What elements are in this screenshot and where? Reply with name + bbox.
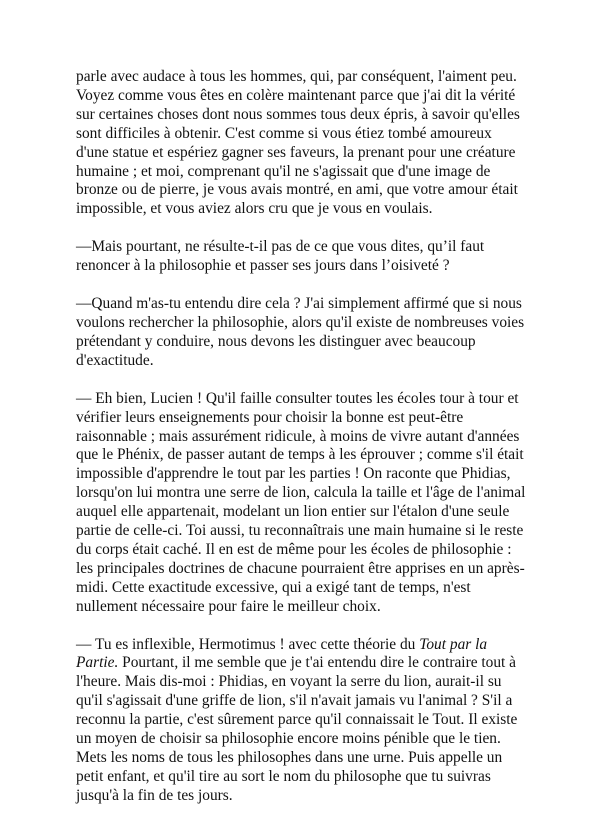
paragraph: parle avec audace à tous les hommes, qui, par conséquent, l'aiment peu. Voyez comme vous êtes en colère maintenant parce que j'ai dit la vérité sur certaines choses dont nous sommes tous deux épris, à savoir qu'elles sont difficiles à obtenir. C'est comme si vous étiez tombé amoureux d'une statue et espériez gagner ses faveurs, la prenant pour une créature humaine ; et moi, comprenant qu'il ne s'agissait que d'une image de bronze ou de pierre, je vous avais montré, en ami, que votre amour était impossible, et vous aviez alors cru que je vous en voulais.	[76, 68, 520, 218]
italic-phrase: Tout par la Partie.	[76, 635, 488, 672]
paragraph-text: Pourtant, il me semble que je t'ai entendu dire le contraire tout à l'heure. Mais dis-moi : Phidias, en voyant la serre du lion, aurait-il su qu'il s'agissait d'une griffe de lion, s'il n'avait jamais vu l'animal ? S'il a reconnu la partie, c'est sûrement parce qu'il connaissait le Tout. Il existe un moyen de choisir sa philosophie encore moins pénible que le tien. Mets les noms de tous les philosophes dans une urne. Puis appelle un petit enfant, et qu'il tire au sort le nom du philosophe que tu suivras jusqu'à la fin de tes jours.	[76, 654, 518, 804]
paragraph: —Mais pourtant, ne résulte-t-il pas de ce que vous dites, qu’il faut renoncer à la philosophie et passer ses jours dans l’oisiveté ?	[76, 238, 485, 275]
paragraph-text: — Tu es inflexible, Hermotimus ! avec cette théorie du	[76, 635, 420, 653]
document-body	[76, 68, 528, 822]
paragraph: — Eh bien, Lucien ! Qu'il faille consulter toutes les écoles tour à tour et vérifier leurs enseignements pour choisir la bonne est peut-être raisonnable ; mais assurément ridicule, à moins de vivre autant d'années que le Phénix, de passer autant de temps à les éprouver ; comme s'il était impossible d'apprendre le tout par les parties ! On raconte que Phidias, lorsqu'on lui montra une serre de lion, calcula la taille et l'âge de l'animal auquel elle appartenait, modelant un lion entier sur l'étalon d'une seule partie de celle-ci. Toi aussi, tu reconnaîtrais une main humaine si le reste du corps était caché. Il en est de même pour les écoles de philosophie : les principales doctrines de chacune pourraient être apprises en un après-midi. Cette exactitude excessive, qui a exigé tant de temps, n'est nullement nécessaire pour faire le meilleur choix.	[76, 389, 526, 615]
paragraph	[76, 636, 528, 806]
paragraph: —Quand m'as-tu entendu dire cela ? J'ai simplement affirmé que si nous voulons rechercher la philosophie, alors qu'il existe de nombreuses voies prétendant y conduire, nous devons les distinguer avec beaucoup d'exactitude.	[76, 295, 525, 369]
